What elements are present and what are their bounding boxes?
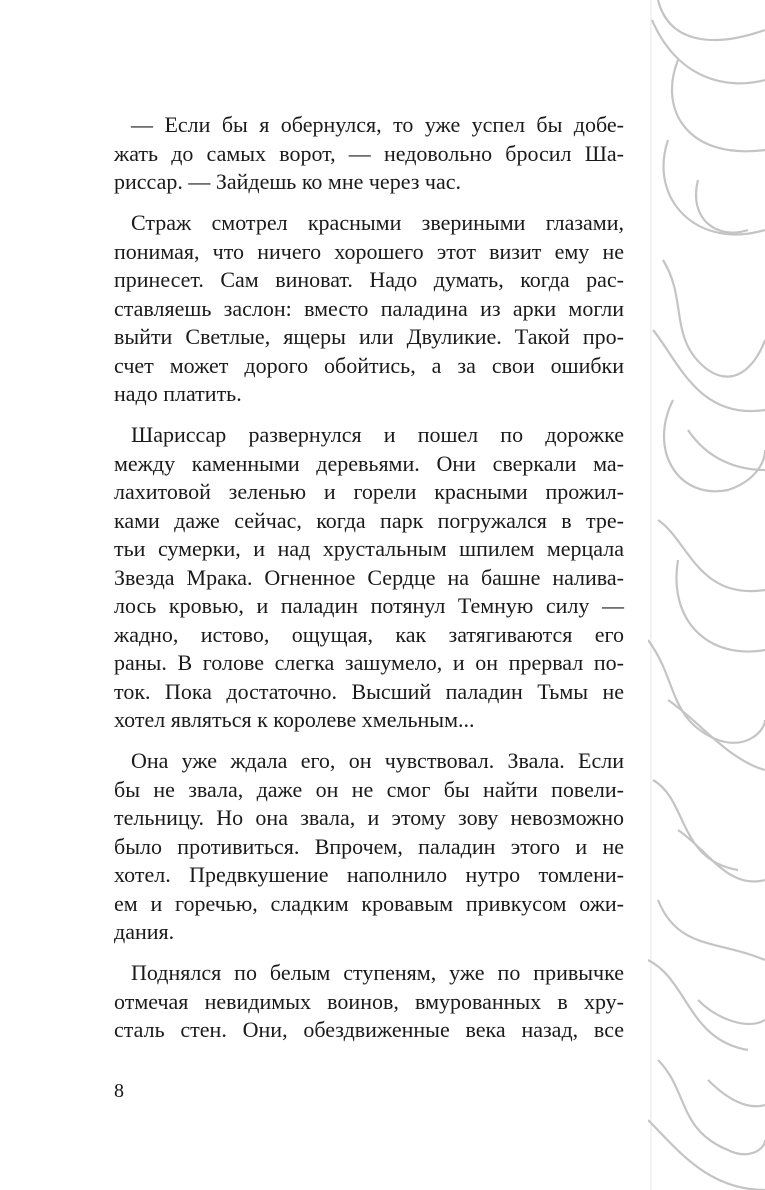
text-line: надо платить. xyxy=(114,381,242,406)
text-line: выйти Светлые, ящеры или Двуликие. Такой про- xyxy=(114,324,624,349)
text-line: дания. xyxy=(114,919,175,944)
text-line: хотел. Предвкушение наполнило нутро томлени- xyxy=(114,862,624,887)
text-line: Страж смотрел красными звериными глазами, xyxy=(131,210,624,235)
text-line: раны. В голове слегка зашумело, и он прервал по- xyxy=(114,650,624,675)
text-line: ставляешь заслон: вместо паладина из арки могли xyxy=(114,295,624,321)
text-line: ток. Пока достаточно. Высший паладин Тьмы не xyxy=(114,678,624,704)
text-line: жать до самых ворот, — недовольно бросил Ша- xyxy=(114,140,624,166)
paragraph xyxy=(114,959,624,1045)
text-line: жадно, истово, ощущая, как затягиваются его xyxy=(114,621,624,647)
paragraph xyxy=(114,209,624,409)
text-line: лось кровью, и паладин потянул Темную силу — xyxy=(114,593,624,618)
paragraph xyxy=(114,747,624,947)
paragraph xyxy=(114,111,624,197)
text-line: лахитовой зеленью и горели красными прожил- xyxy=(114,479,624,504)
text-line: — Если бы я обернулся, то уже успел бы добе- xyxy=(131,112,624,137)
text-line: Шариссар развернулся и пошел по дорожке xyxy=(131,422,624,447)
page-number: 8 xyxy=(114,1080,124,1102)
text-line: счет может дорого обойтись, а за свои ошибки xyxy=(114,352,624,378)
text-line: Поднялся по белым ступеням, уже по привычке xyxy=(131,960,624,985)
text-line: между каменными деревьями. Они сверкали ма- xyxy=(114,450,624,476)
text-line: Звезда Мрака. Огненное Сердце на башне налива- xyxy=(114,564,624,590)
text-line: ем и горечью, сладким кровавым привкусом ожи- xyxy=(114,890,624,916)
text-line: понимая, что ничего хорошего этот визит ему не xyxy=(114,238,624,264)
text-line: принесет. Сам виноват. Надо думать, когда рас- xyxy=(114,267,624,292)
text-line: отмечая невидимых воинов, вмурованных в хру- xyxy=(114,988,624,1014)
text-line: ками даже сейчас, когда парк погружался в тре- xyxy=(114,507,624,533)
text-line: тельницу. Но она звала, и этому зову невозможно xyxy=(114,805,624,830)
text-line: риссар. — Зайдешь ко мне через час. xyxy=(114,169,462,194)
text-line: было противиться. Впрочем, паладин этого и не xyxy=(114,833,624,859)
floral-ornament-icon xyxy=(648,0,765,1190)
text-line: тьи сумерки, и над хрустальным шпилем мерцала xyxy=(114,536,624,561)
text-line: бы не звала, даже он не смог бы найти повели- xyxy=(114,776,624,802)
paragraph xyxy=(114,421,624,735)
text-line: хотел являться к королеве хмельным... xyxy=(114,707,475,732)
text-line: сталь стен. Они, обездвиженные века назад, все xyxy=(114,1017,624,1042)
text-line: Она уже ждала его, он чувствовал. Звала. Если xyxy=(131,748,624,773)
book-text xyxy=(114,111,624,1057)
